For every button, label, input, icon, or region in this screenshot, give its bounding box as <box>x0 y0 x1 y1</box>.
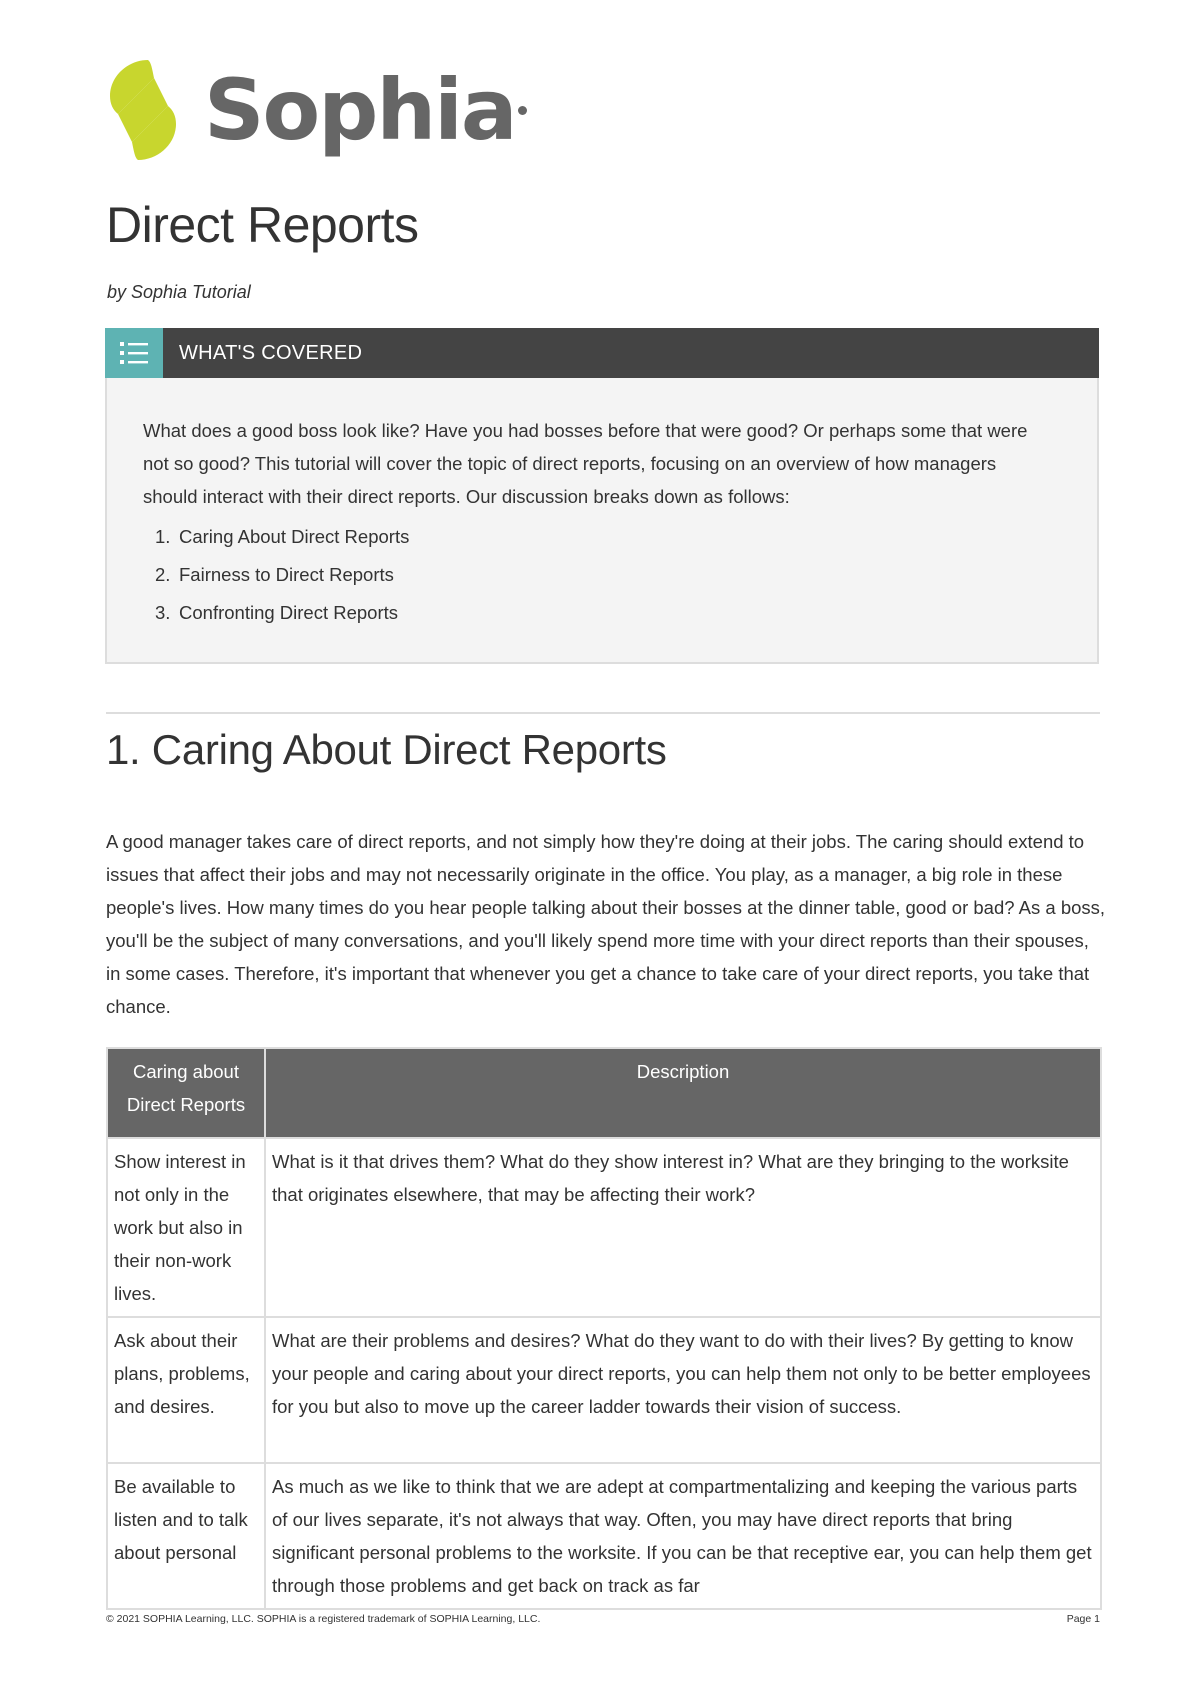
footer-copyright: © 2021 SOPHIA Learning, LLC. SOPHIA is a registered trademark of SOPHIA Learning, LLC. <box>106 1613 541 1625</box>
whats-covered-label: WHAT'S COVERED <box>179 341 363 364</box>
table-cell-label: Show interest in not only in the work but also in their non-work lives. <box>107 1138 265 1317</box>
whats-covered-box <box>105 328 1099 664</box>
table-row <box>107 1463 1101 1609</box>
byline: by Sophia Tutorial <box>107 282 251 302</box>
table-row <box>107 1138 1101 1317</box>
section-heading: 1. Caring About Direct Reports <box>106 726 667 773</box>
list-item: 1. Caring About Direct Reports <box>155 526 410 547</box>
table-header-row <box>107 1048 1101 1138</box>
table-cell-description: What is it that drives them? What do they show interest in? What are they bringing to the worksite that originates elsewhere, that may be affecting their work? <box>265 1138 1101 1317</box>
sophia-logo <box>104 55 527 165</box>
section-divider <box>106 712 1100 714</box>
brand-name: Sophia <box>204 61 516 159</box>
list-item: 3. Confronting Direct Reports <box>155 602 399 623</box>
table-header-cell: Caring about Direct Reports <box>107 1048 265 1138</box>
brand-dot <box>518 106 527 115</box>
whats-covered-header <box>105 328 1099 378</box>
section-paragraph: A good manager takes care of direct reports, and not simply how they're doing at their jobs. The caring should extend to issues that affect their jobs and may not necessarily originate in the office. You play, as a manager, a big role in these people's lives. How many times do you hear people talking about their bosses at the dinner table, good or bad? As a boss, you'll be the subject of many conversations, and you'll likely spend more time with your direct reports than their spouses, in some cases. Therefore, it's important that whenever you get a chance to take care of your direct reports, you take that chance. <box>106 831 1106 1017</box>
page-title: Direct Reports <box>106 197 419 253</box>
list-icon <box>105 328 163 378</box>
whats-covered-list <box>155 518 409 632</box>
footer-page-number: Page 1 <box>1066 1613 1100 1625</box>
caring-table <box>106 1047 1102 1610</box>
table-cell-label: Be available to listen and to talk about personal <box>107 1463 265 1609</box>
table-header-cell: Description <box>265 1048 1101 1138</box>
table-cell-description: As much as we like to think that we are adept at compartmentalizing and keeping the various parts of our lives separate, it's not always that way. Often, you may have direct reports that bring significant personal problems to the worksite. If you can be that receptive ear, you can help them get through those problems and get back on track as far <box>265 1463 1101 1609</box>
table-row <box>107 1317 1101 1463</box>
table-cell-description: What are their problems and desires? What do they want to do with their lives? By getting to know your people and caring about your direct reports, you can help them not only to be better employees for you but also to move up the career ladder towards their vision of success. <box>265 1317 1101 1463</box>
list-item: 2. Fairness to Direct Reports <box>155 564 394 585</box>
sophia-s-logo-icon <box>104 58 182 162</box>
table-cell-label: Ask about their plans, problems, and desires. <box>107 1317 265 1463</box>
whats-covered-intro: What does a good boss look like? Have you had bosses before that were good? Or perhaps some that were not so good? This tutorial will cover the topic of direct reports, focusing on an overview of how managers should interact with their direct reports. Our discussion breaks down as follows: <box>143 420 1028 507</box>
